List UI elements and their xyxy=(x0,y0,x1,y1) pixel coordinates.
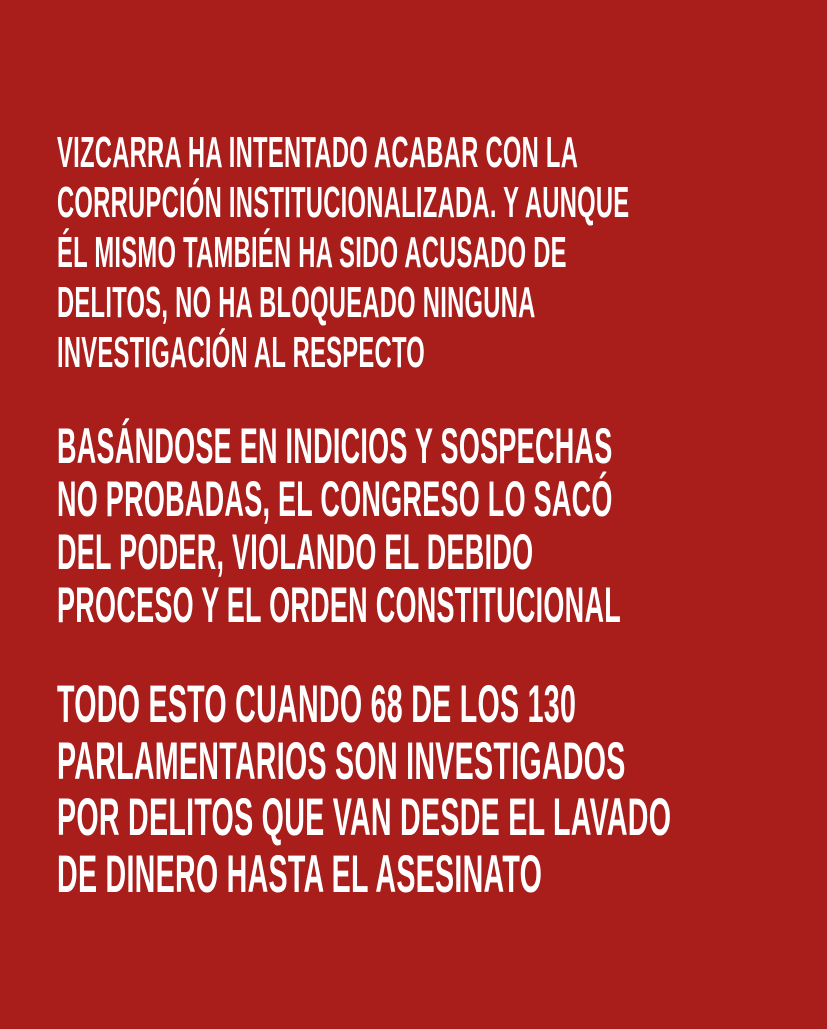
text-line: DE DINERO HASTA EL ASESINATO xyxy=(57,844,543,904)
text-line: INVESTIGACIÓN AL RESPECTO xyxy=(57,328,426,377)
text-line: BASÁNDOSE EN INDICIOS Y SOSPECHAS xyxy=(57,418,613,474)
text-line: CORRUPCIÓN INSTITUCIONALIZADA. Y AUNQUE xyxy=(57,178,630,227)
text-line: ÉL MISMO TAMBIÉN HA SIDO ACUSADO DE xyxy=(57,228,567,277)
paragraph-congreso xyxy=(57,420,827,632)
text-line: PARLAMENTARIOS SON INVESTIGADOS xyxy=(57,731,626,791)
text-line: NO PROBADAS, EL CONGRESO LO SACÓ xyxy=(57,471,613,527)
text-line: DELITOS, NO HA BLOQUEADO NINGUNA xyxy=(57,278,536,327)
text-line: TODO ESTO CUANDO 68 DE LOS 130 xyxy=(57,675,577,734)
text-line: DEL PODER, VIOLANDO EL DEBIDO xyxy=(57,524,534,580)
paragraph-vizcarra xyxy=(57,128,827,378)
text-line: POR DELITOS QUE VAN DESDE EL LAVADO xyxy=(57,788,672,847)
text-line: PROCESO Y EL ORDEN CONSTITUCIONAL xyxy=(57,577,621,633)
paragraph-parlamentarios xyxy=(57,677,827,903)
text-line: VIZCARRA HA INTENTADO ACABAR CON LA xyxy=(57,128,579,177)
